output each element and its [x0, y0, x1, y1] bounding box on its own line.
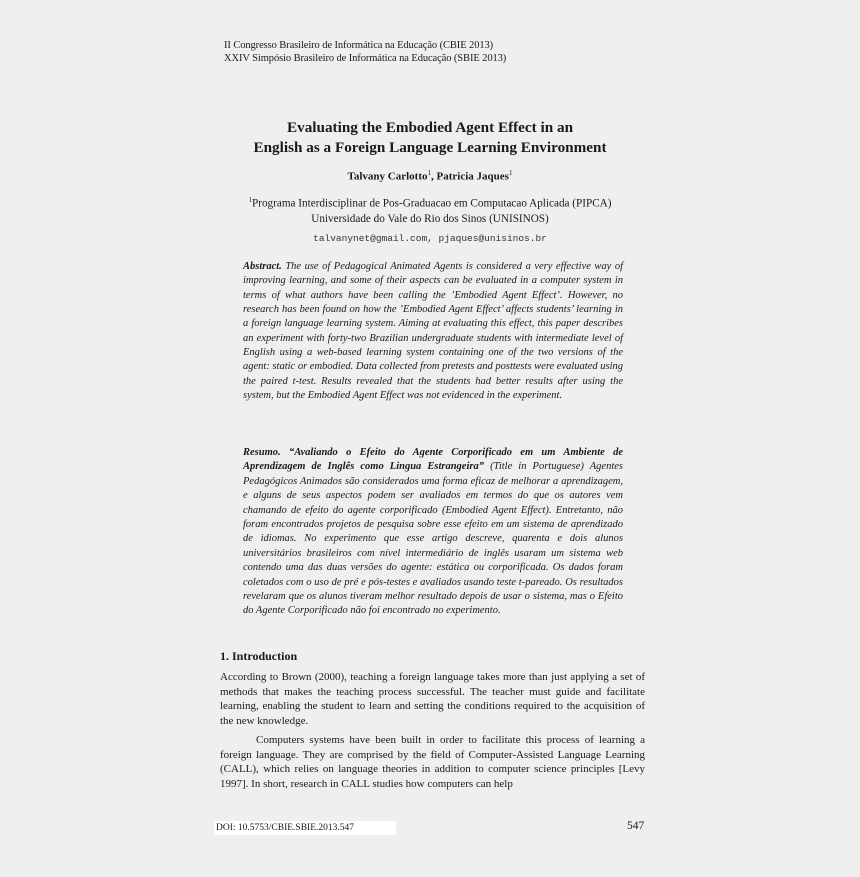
resumo-title: “Avaliando o Efeito do Agente Corporificado em um Ambiente de Aprendizagem de Inglês como Lingua Estrangeira” [243, 447, 624, 473]
section-heading-introduction: 1. Introduction [220, 649, 298, 663]
conference-header [224, 39, 506, 65]
resumo [243, 446, 623, 619]
author-emails: talvanynet@gmail.com, pjaques@unisinos.br [313, 233, 547, 244]
resumo-title-note: (Title in Portuguese) [490, 461, 584, 473]
introduction-paragraph: According to Brown (2000), teaching a foreign language takes more than just applying a set of methods that makes the teaching process successful. The teacher must guide and facilitate learning, enabling the student to learn and setting the conditions required to the acquisition of the new knowledge. [220, 671, 645, 727]
author-list [0, 166, 860, 184]
conference-header-line1: II Congresso Brasileiro de Informática na Educação (CBIE 2013) [224, 40, 494, 51]
author-affiliation-mark: 1 [427, 169, 432, 177]
introduction-paragraph: Computers systems have been built in order to facilitate this process of learning a foreign language. They are comprised by the field of Computer-Assisted Language Learning (CALL), which relies on language theories in addition to computer science principles [Levy 1997]. In short, research in CALL studies how computers can help [220, 734, 645, 790]
resumo-text: Agentes Pedagógicos Animados são considerados uma forma eficaz de melhorar a aprendizagem, e alguns de seus aspectos podem ser avaliados em termos do que os autores vem chamando de efeito do agente corporificado (Embodied Agent Effect). Entretanto, não foram encontrados projetos de pesquisa sobre esse efeito em um sistema de aprendizado de idiomas. No experimento que esse artigo descreve, quarenta e dois alunos universitários brasileiros com nível intermediário de inglês usaram um sistema web contendo uma das duas versões do agente: estática ou corporificada. Os dados foram coletados com o uso de pré e pós-testes e avaliados usando teste t-pareado. Os resultados revelaram que os alunos tiveram melhor resultado depois de usar o sistema, mas o Efeito do Agente Corporificado não foi encontrado no experimento. [243, 461, 624, 617]
paper-title-line1: Evaluating the Embodied Agent Effect in an [286, 119, 574, 136]
paper-title-line2: English as a Foreign Language Learning Environment [253, 139, 607, 156]
abstract-label: Abstract. [243, 261, 282, 272]
author-name: Talvany Carlotto [347, 170, 428, 183]
conference-header-line2: XXIV Simpósio Brasileiro de Informática na Educação (SBIE 2013) [224, 53, 507, 64]
affiliation-mark: 1 [248, 196, 253, 204]
page-number: 547 [627, 820, 645, 832]
author-affiliation-mark: 1 [508, 169, 513, 177]
abstract [243, 260, 623, 403]
affiliation [0, 193, 860, 227]
doi-link[interactable]: DOI: 10.5753/CBIE.SBIE.2013.547 [216, 823, 355, 833]
paper-title [0, 118, 860, 158]
abstract-text: The use of Pedagogical Animated Agents is considered a very effective way of improving learning, and some of their aspects can be evaluated in a computer system in terms of what authors have been calling the ’Embodied Agent Effect’. However, no research has been found on how the ’Embodied Agent Effect’ affects students’ learning in a foreign language learning system. Aiming at evaluating this effect, this paper describes an experiment with forty-two Brazilian undergraduate students with intermediate level of English using a web-based learning system containing one of the two versions of the agent: static or embodied. Data collected from pretests and posttests were evaluated using the paired t-test. Results revealed that the students had better results after using the system, but the Embodied Agent Effect was not evidenced in the experiment. [243, 261, 624, 402]
author-separator: , [431, 170, 437, 183]
affiliation-line2: Universidade do Vale do Rio dos Sinos (UNISINOS) [311, 212, 549, 225]
affiliation-line1: Programa Interdisciplinar de Pos-Graduacao em Computacao Aplicada (PIPCA) [252, 197, 612, 210]
author-name: Patricia Jaques [436, 170, 509, 183]
resumo-label: Resumo. [243, 447, 281, 458]
